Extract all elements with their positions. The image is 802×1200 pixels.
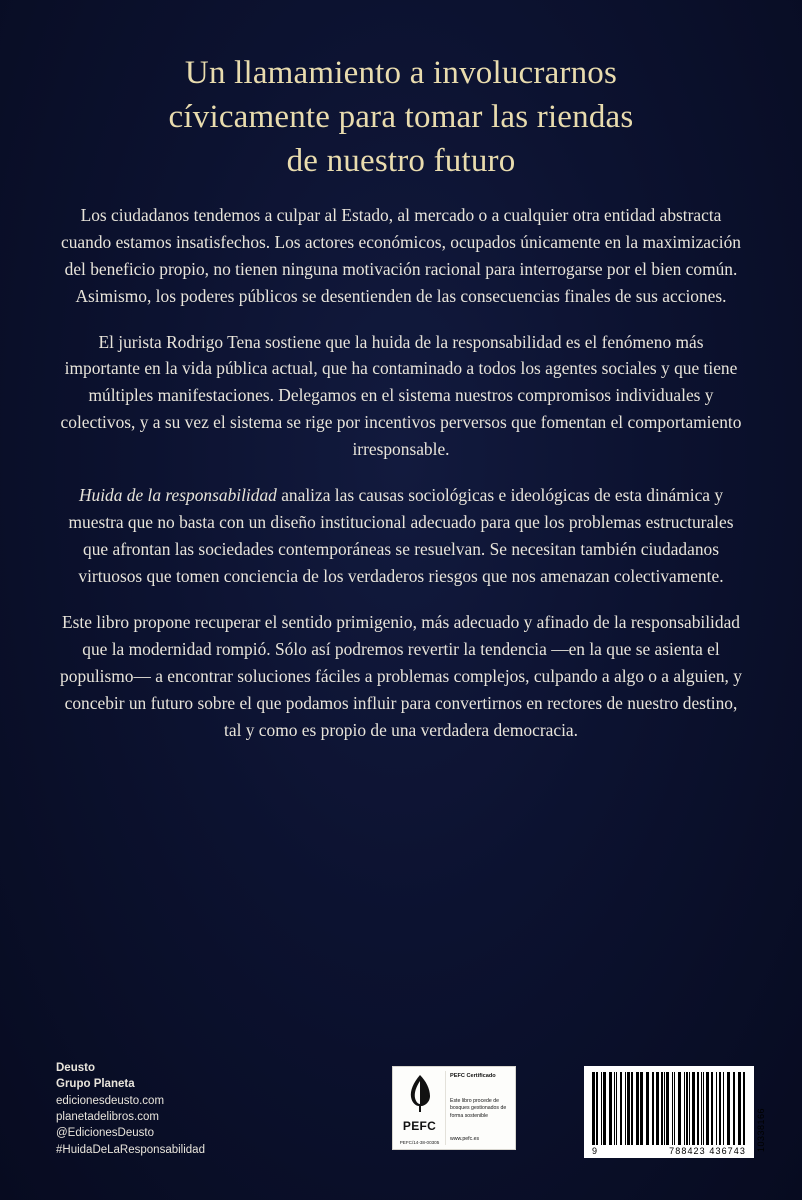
cover-footer [0, 1010, 802, 1200]
paragraph-3-rest: analiza las causas sociológicas e ideológicas de esta dinámica y muestra que no basta con un diseño institucional adecuado para que los problemas estructurales que afrontan las sociedades contemporáneas se resuelvan. Se necesitan también ciudadanos virtuosos que tomen conciencia de los verdaderos riesgos que nos amenazan colectivamente. [68, 485, 734, 587]
book-title-italic: Huida de la responsabilidad [78, 485, 277, 506]
publisher-name: Deusto [56, 1062, 95, 1075]
pefc-title: PEFC Certificado [450, 1073, 496, 1079]
paragraph-2: El jurista Rodrigo Tena sostiene que la huida de la responsabilidad es el fenómeno más importante en la vida pública actual, que ha contaminado a todos los agentes sociales y que tiene múltiples manifestaciones. Delegamos en el sistema nuestros compromisos individuales y colectivos, y a su vez el sistema se rige por incentivos perversos que fomentan el comportamiento irresponsable. [60, 331, 742, 460]
paragraph-3 [60, 482, 742, 590]
pefc-logo [392, 1066, 516, 1150]
publisher-group: Grupo Planeta [56, 1078, 135, 1091]
barcode-side-number: 10338166 [756, 1107, 766, 1152]
pefc-logo-left [396, 1071, 446, 1145]
publisher-site-2[interactable]: planetadelibros.com [56, 1111, 159, 1124]
barcode-digit-left: 9 [592, 1146, 599, 1156]
publisher-site-1[interactable]: edicionesdeusto.com [56, 1094, 165, 1107]
barcode-gap [745, 1072, 746, 1145]
pefc-url[interactable]: www.pefc.es [450, 1135, 480, 1142]
pefc-wordmark: PEFC [402, 1119, 437, 1133]
paragraph-4: Este libro propone recuperar el sentido primigenio, más adecuado y afinado de la responsabilidad que la modernidad rompió. Sólo así podremos revertir la tendencia —en la que se asienta el populismo— a encontrar soluciones fáciles a problemas complejos, culpando a algo o a alguien, y concebir un futuro sobre el que podamos influir para convertirnos en rectores de nuestro destino, tal y como es propio de una verdadera democracia. [60, 612, 742, 741]
barcode-digits [592, 1145, 746, 1156]
page-title [0, 0, 802, 184]
publisher-social[interactable]: @EdicionesDeusto [56, 1127, 154, 1140]
tree-icon [403, 1073, 437, 1113]
pefc-code: PEFC/14-38-00305 [399, 1140, 440, 1145]
barcode [584, 1066, 754, 1158]
publisher-hashtag[interactable]: #HuidaDeLaResponsabilidad [56, 1143, 205, 1156]
paragraph-1: Los ciudadanos tendemos a culpar al Estado, al mercado o a cualquier otra entidad abstracta cuando estamos insatisfechos. Los actores económicos, ocupados únicamente en la maximización del beneficio propio, no tienen ninguna motivación racional para interrogarse por el bien común. Asimismo, los poderes públicos se desentienden de las consecuencias finales de sus acciones. [61, 204, 741, 306]
publisher-block [56, 1060, 205, 1158]
blurb-body [0, 184, 802, 744]
barcode-digits-main: 788423 436743 [669, 1146, 746, 1156]
headline-line-1: Un llamamiento a involucrarnos [184, 55, 618, 91]
barcode-bars [592, 1072, 746, 1145]
pefc-text: Este libro procede de bosques gestionados de forma sostenible [450, 1098, 507, 1119]
headline-line-2: cívicamente para tomar las riendas [168, 98, 634, 135]
pefc-logo-right [446, 1071, 512, 1145]
headline-line-3: de nuestro futuro [286, 142, 516, 179]
